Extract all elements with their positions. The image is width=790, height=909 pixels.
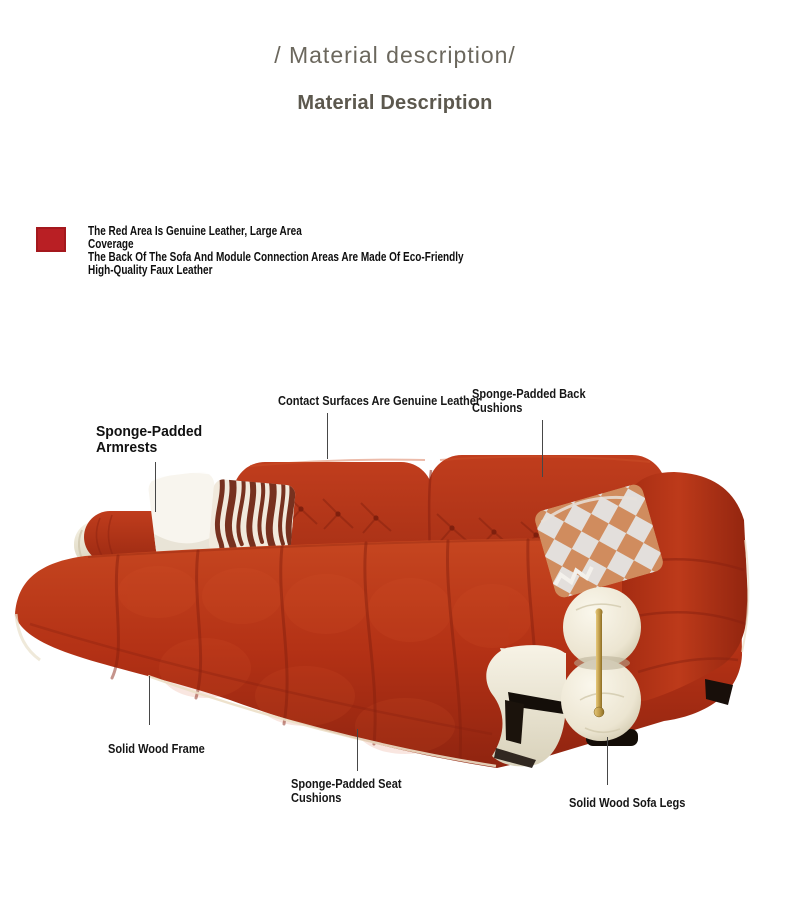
- leader-seat-cushions: [357, 729, 358, 771]
- legend-line: The Red Area Is Genuine Leather, Large Area: [88, 224, 302, 238]
- callout-back-line1: Sponge-Padded Back: [472, 386, 586, 401]
- callout-legs: Solid Wood Sofa Legs: [569, 795, 686, 810]
- leader-armrests: [155, 462, 156, 512]
- callout-seat-line1: Sponge-Padded Seat: [291, 776, 402, 791]
- callout-seat-line2: Cushions: [291, 790, 342, 805]
- legend-line: Coverage: [88, 237, 134, 251]
- legend-line: High-Quality Faux Leather: [88, 263, 213, 277]
- leader-frame: [149, 676, 150, 725]
- callout-back-cushions: [472, 387, 586, 415]
- callout-armrests: [96, 424, 202, 456]
- page-title-decorative: / Material description/: [274, 42, 516, 68]
- callout-back-line2: Cushions: [472, 400, 523, 415]
- leader-contact-surfaces: [327, 413, 328, 459]
- gold-rod: [596, 611, 602, 712]
- callout-frame: Solid Wood Frame: [108, 741, 205, 756]
- leader-legs: [607, 737, 608, 785]
- leader-back-cushions: [542, 420, 543, 477]
- callout-contact-surfaces: Contact Surfaces Are Genuine Leather: [278, 393, 481, 408]
- callout-armrests-line2: Armrests: [96, 439, 158, 456]
- page-title: Material Description: [297, 92, 493, 114]
- callout-armrests-line1: Sponge-Padded: [96, 423, 203, 440]
- callout-seat-cushions: [291, 777, 402, 805]
- sofa-leg-back: [505, 700, 524, 744]
- legend-line: The Back Of The Sofa And Module Connection Areas Are Made Of Eco-Friendly: [88, 250, 464, 264]
